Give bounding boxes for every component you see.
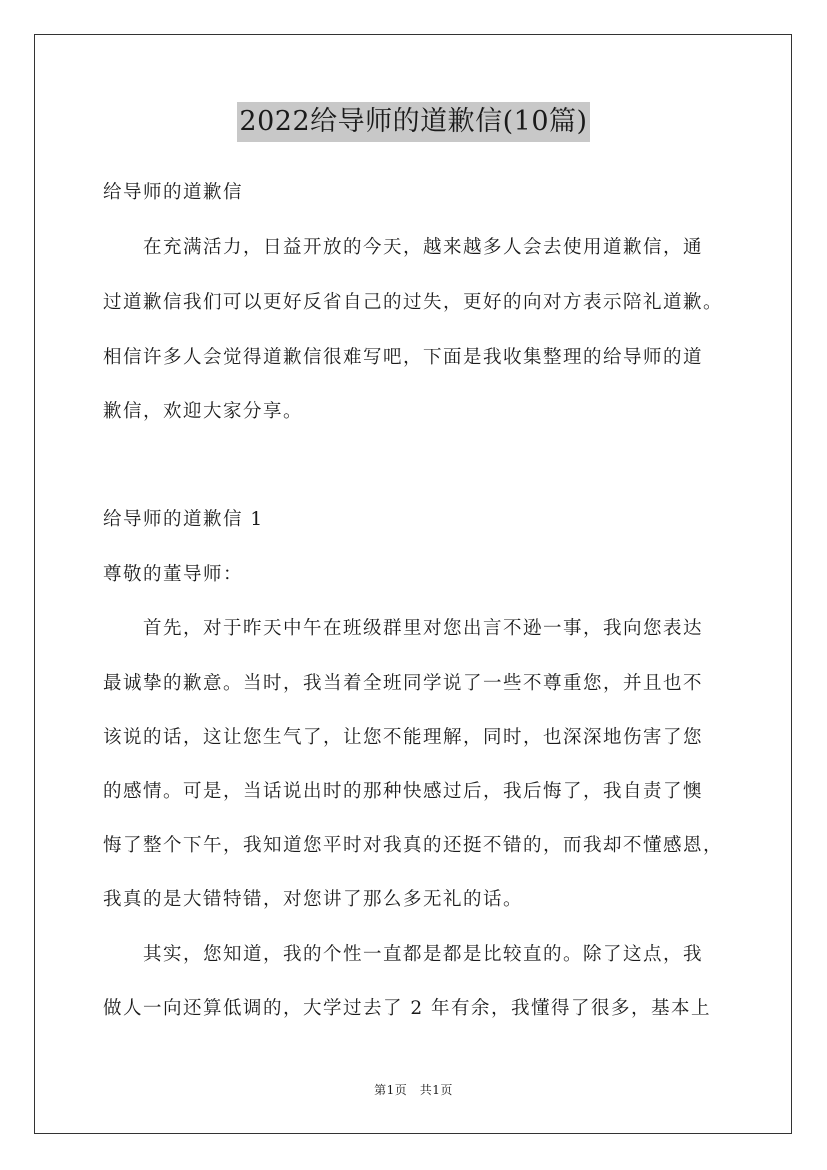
paragraph-line: 该说的话，这让您生气了，让您不能理解，同时，也深深地伤害了您 — [103, 727, 704, 748]
paragraph-line: 悔了整个下午，我知道您平时对我真的还挺不错的，而我却不懂感恩， — [103, 835, 724, 856]
section-heading: 给导师的道歉信 — [103, 182, 244, 203]
intro-line: 在充满活力，日益开放的今天，越来越多人会去使用道歉信，通 — [103, 237, 704, 258]
paragraph-line: 我真的是大错特错，对您讲了那么多无礼的话。 — [103, 889, 524, 910]
paragraph-line: 首先，对于昨天中午在班级群里对您出言不逊一事，我向您表达 — [103, 618, 704, 639]
salutation: 尊敬的董导师： — [103, 564, 244, 585]
document-title: 2022给导师的道歉信(10篇) — [237, 102, 589, 142]
title-container — [0, 102, 827, 142]
letter-heading: 给导师的道歉信 1 — [103, 509, 264, 530]
intro-line: 歉信，欢迎大家分享。 — [103, 401, 304, 422]
paragraph-line: 最诚挚的歉意。当时，我当着全班同学说了一些不尊重您，并且也不 — [103, 673, 704, 694]
paragraph-line: 其实，您知道，我的个性一直都是都是比较直的。除了这点，我 — [103, 944, 704, 965]
page-footer: 第1页 共1页 — [374, 1083, 453, 1097]
intro-line: 相信许多人会觉得道歉信很难写吧，下面是我收集整理的给导师的道 — [103, 347, 704, 368]
paragraph-line: 的感情。可是，当话说出时的那种快感过后，我后悔了，我自责了懊 — [103, 781, 704, 802]
paragraph-line: 做人一向还算低调的，大学过去了 2 年有余，我懂得了很多，基本上 — [103, 998, 712, 1019]
intro-line: 过道歉信我们可以更好反省自己的过失，更好的向对方表示陪礼道歉。 — [103, 292, 724, 313]
